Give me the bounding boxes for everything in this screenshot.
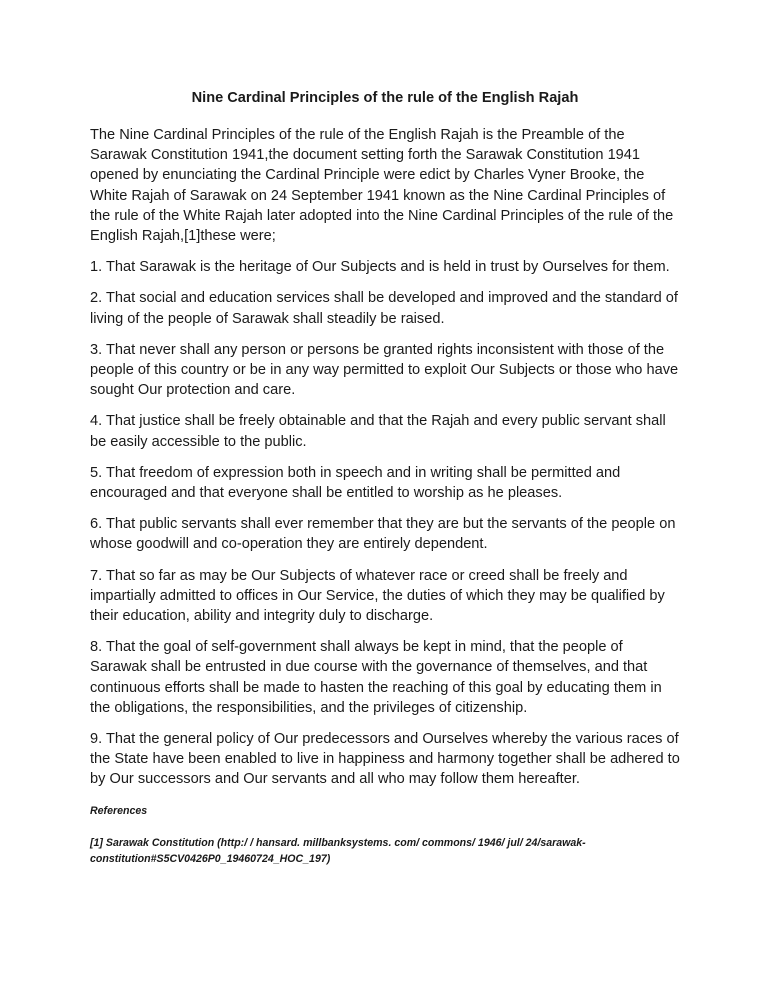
document-page — [90, 88, 680, 867]
principle-3: 3. That never shall any person or persons be granted rights inconsistent with those of the people of this country or be in any way permitted to exploit Our Subjects or those who have sought Our protection and care. — [90, 341, 679, 399]
principle-9: 9. That the general policy of Our predecessors and Ourselves whereby the various races of the State have been enabled to live in happiness and harmony together shall be adhered to by Our successors and Our servants and all who may follow them hereafter. — [90, 731, 680, 788]
references-heading: References — [90, 804, 148, 817]
principle-6: 6. That public servants shall ever remember that they are but the servants of the people on whose goodwill and co-operation they are entirely dependent. — [90, 516, 676, 553]
reference-1: [1] Sarawak Constitution (http:/ / hansard. millbanksystems. com/ commons/ 1946/ jul/ 24/sarawak-constitution#S5CV0426P0_19460724_HOC_197) — [90, 836, 586, 865]
principle-4: 4. That justice shall be freely obtainable and that the Rajah and every public servant shall be easily accessible to the public. — [90, 413, 666, 450]
intro-paragraph: The Nine Cardinal Principles of the rule of the English Rajah is the Preamble of the Sarawak Constitution 1941,the document setting forth the Sarawak Constitution 1941 opened by enunciating the Cardinal Principle were edict by Charles Vyner Brooke, the White Rajah of Sarawak on 24 September 1941 known as the Nine Cardinal Principles of the rule of the White Rajah later adopted into the Nine Cardinal Principles of the rule of the English Rajah,[1]these were; — [90, 127, 674, 245]
document-title: Nine Cardinal Principles of the rule of the English Rajah — [191, 90, 579, 106]
principle-1: 1. That Sarawak is the heritage of Our Subjects and is held in trust by Ourselves for them. — [90, 259, 670, 276]
principle-7: 7. That so far as may be Our Subjects of whatever race or creed shall be freely and impartially admitted to offices in Our Service, the duties of which they may be qualified by their education, ability and integrity duly to discharge. — [90, 567, 665, 625]
principle-8: 8. That the goal of self-government shall always be kept in mind, that the people of Sarawak shall be entrusted in due course with the governance of themselves, and that continuous efforts shall be made to hasten the reaching of this goal by educating them in the obligations, the responsibilities, and the privileges of citizenship. — [90, 639, 662, 716]
principle-5: 5. That freedom of expression both in speech and in writing shall be permitted and encouraged and that everyone shall be entitled to worship as he pleases. — [90, 464, 621, 502]
principle-2: 2. That social and education services shall be developed and improved and the standard of living of the people of Sarawak shall steadily be raised. — [90, 290, 678, 327]
